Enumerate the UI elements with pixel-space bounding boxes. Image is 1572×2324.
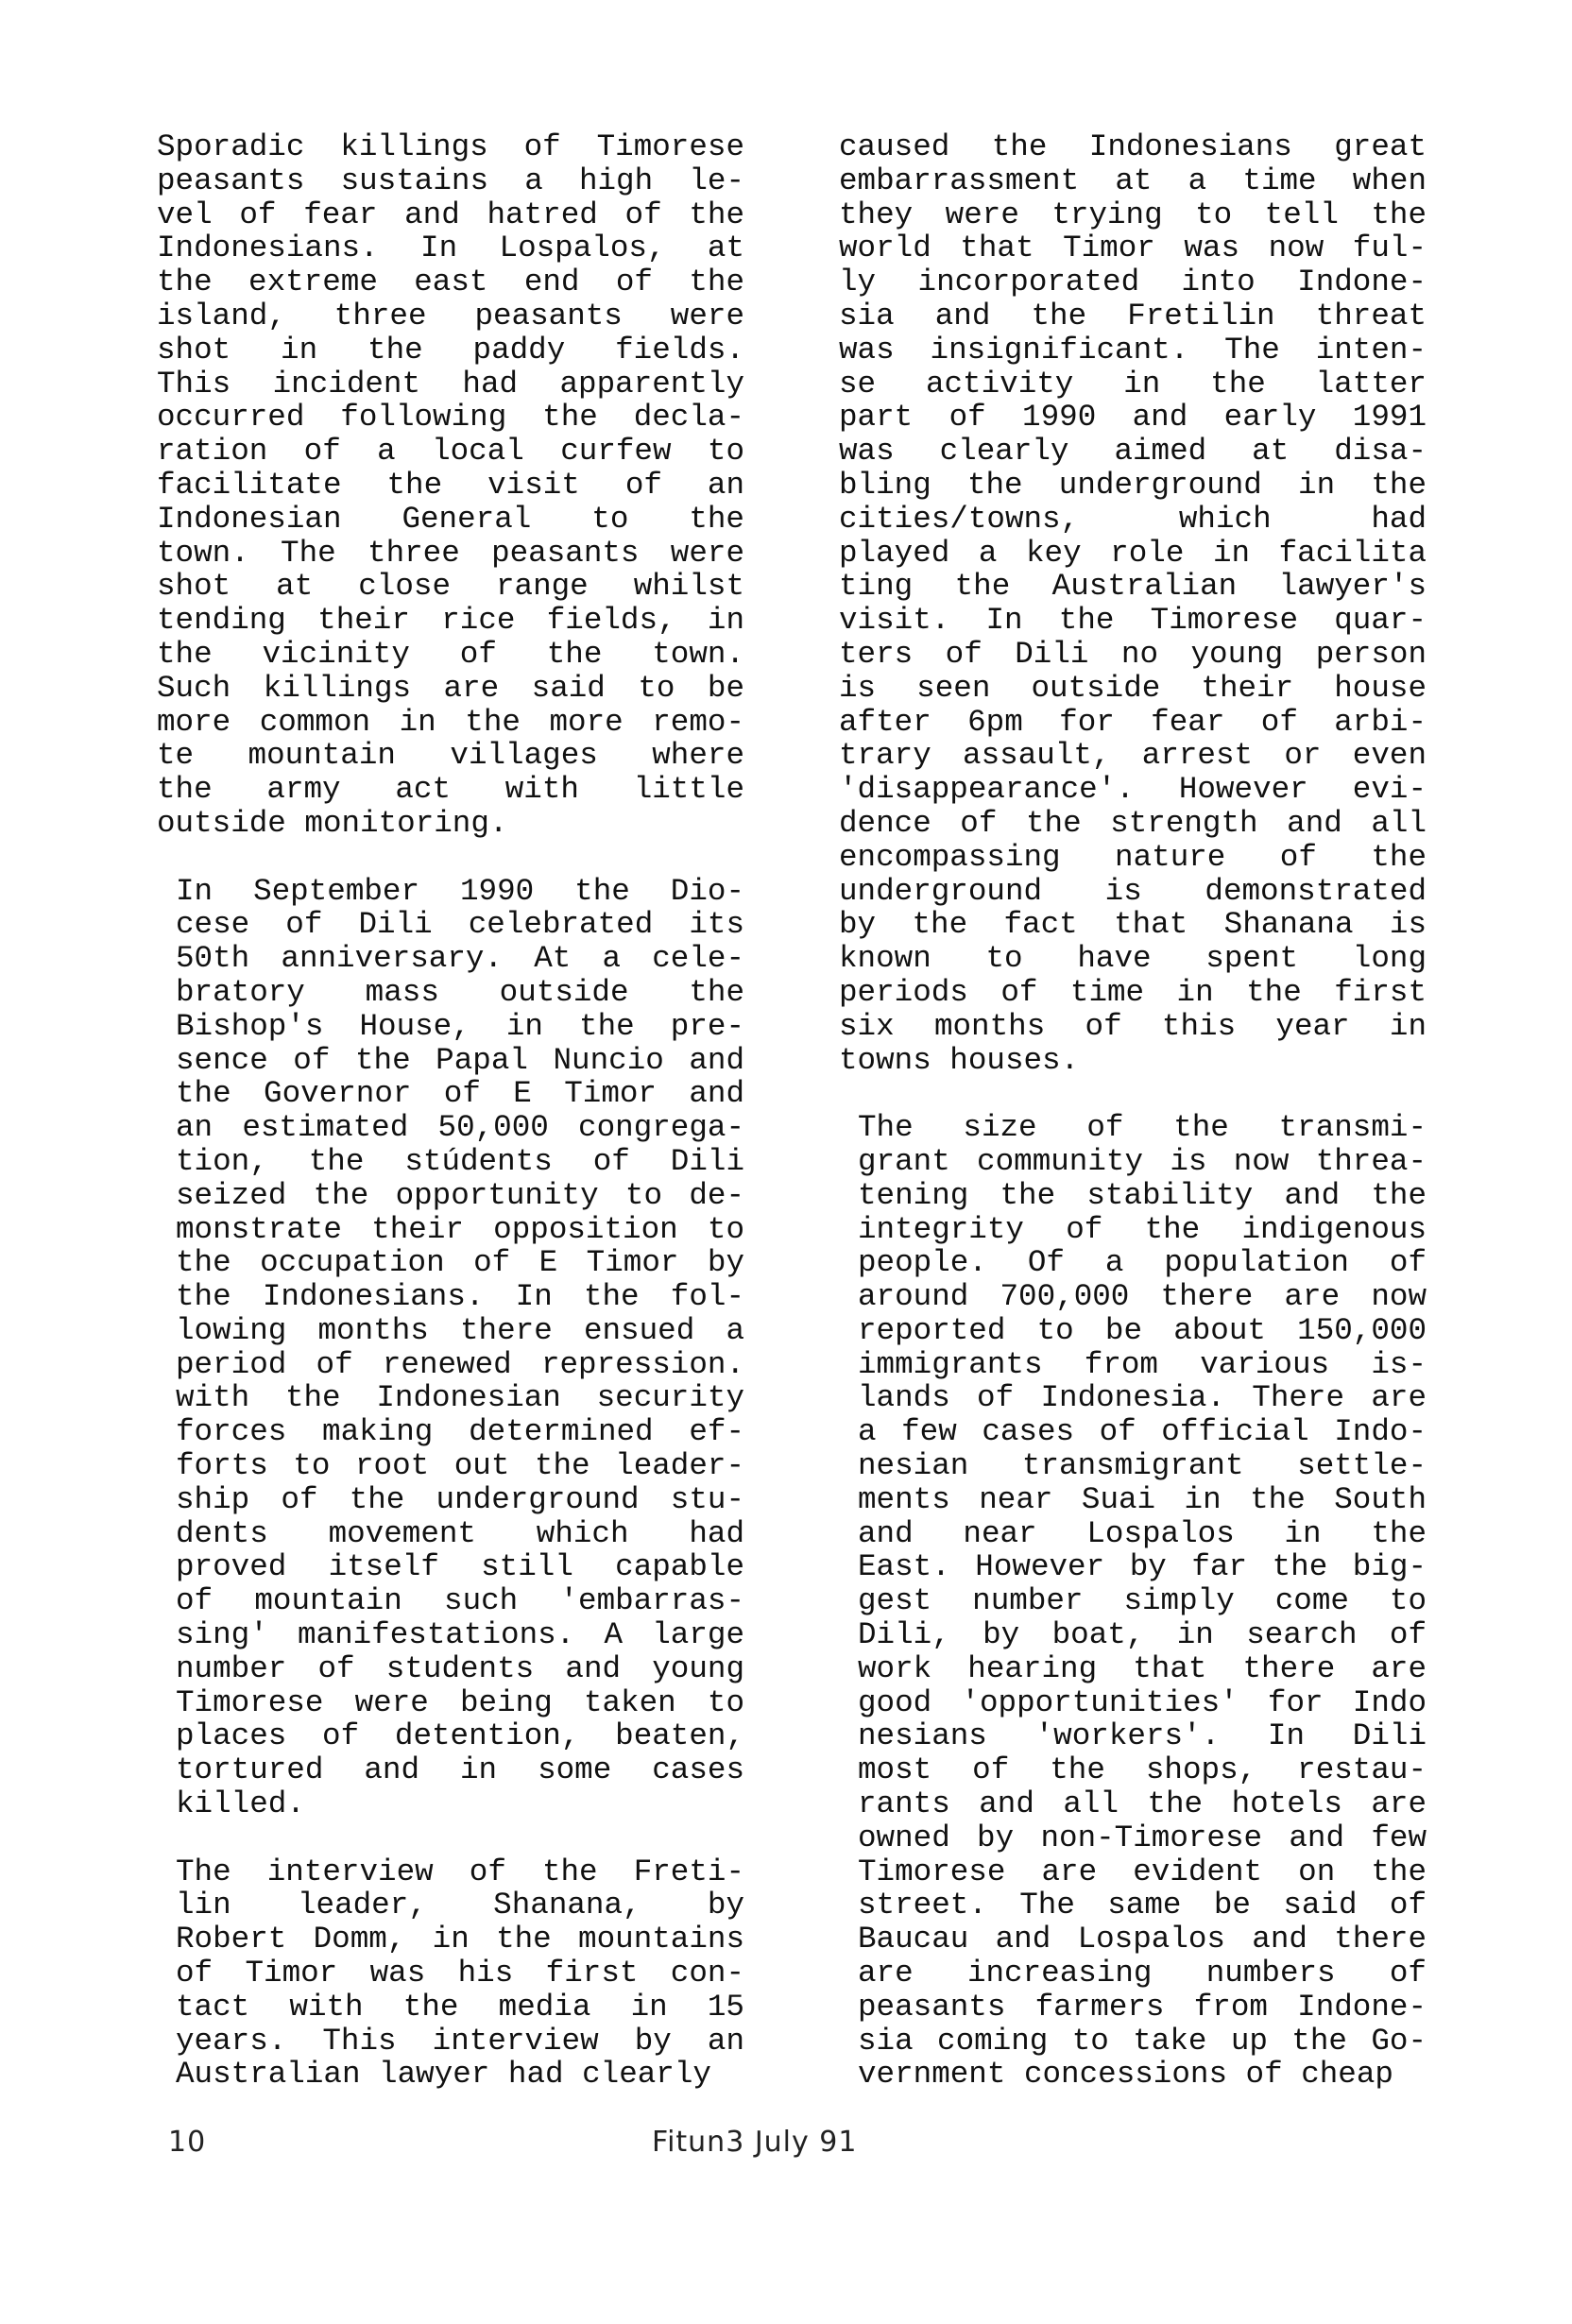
text-line: towns houses.: [839, 1042, 1080, 1078]
text-line: shot at close range whilst: [157, 569, 744, 605]
text-line: caused the Indonesians great: [839, 129, 1427, 164]
right-column: [839, 130, 1427, 2126]
text-line: after 6pm for fear of arbi-: [839, 704, 1427, 740]
text-line: number of students and young: [176, 1650, 744, 1686]
publication-footer: Fitun3 July 91: [652, 2126, 858, 2159]
text-line: a few cases of official Indo-: [858, 1414, 1427, 1450]
text-line: The size of the transmi-: [858, 1110, 1427, 1146]
text-line: was clearly aimed at disa-: [839, 434, 1427, 470]
text-line: sia coming to take up the Go-: [858, 2023, 1427, 2059]
text-line: tending their rice fields, in: [157, 603, 744, 639]
text-line: 50th anniversary. At a cele-: [176, 941, 744, 977]
text-line: part of 1990 and early 1991: [839, 400, 1427, 436]
text-line: by the fact that Shanana is: [839, 907, 1427, 943]
text-line: grant community is now threa-: [858, 1143, 1427, 1179]
text-line: years. This interview by an: [176, 2023, 744, 2059]
text-line: island, three peasants were: [157, 298, 744, 333]
text-line: they were trying to tell the: [839, 197, 1427, 232]
text-line: ration of a local curfew to: [157, 434, 744, 470]
text-line: rants and all the hotels are: [858, 1786, 1427, 1822]
text-line: tening the stability and the: [858, 1177, 1427, 1213]
text-line: embarrassment at a time when: [839, 162, 1427, 198]
text-line: lin leader, Shanana, by: [176, 1888, 744, 1923]
text-line: Australian lawyer had clearly: [176, 2057, 711, 2093]
text-line: bratory mass outside the: [176, 974, 744, 1010]
text-line: bling the underground in the: [839, 467, 1427, 503]
text-line: In September 1990 the Dio-: [176, 873, 744, 909]
text-line: Indonesian General to the: [157, 501, 744, 537]
text-line: dents movement which had: [176, 1515, 744, 1551]
text-line: te mountain villages where: [157, 738, 744, 774]
text-line: The interview of the Freti-: [176, 1854, 744, 1889]
text-line: the occupation of E Timor by: [176, 1245, 744, 1281]
text-line: people. Of a population of: [858, 1245, 1427, 1281]
text-line: was insignificant. The inten-: [839, 332, 1427, 367]
text-line: vernment concessions of cheap: [858, 2057, 1393, 2093]
text-line: Such killings are said to be: [157, 670, 744, 706]
text-line: the vicinity of the town.: [157, 636, 744, 672]
text-line: tion, the stúdents of Dili: [176, 1143, 744, 1179]
text-line: cities/towns, which had: [839, 501, 1427, 537]
text-line: Dili, by boat, in search of: [858, 1617, 1427, 1653]
text-line: lowing months there ensued a: [176, 1312, 744, 1348]
left-column: [157, 130, 744, 2126]
text-line: most of the shops, restau-: [858, 1752, 1427, 1788]
text-line: Timorese were being taken to: [176, 1684, 744, 1720]
text-line: dence of the strength and all: [839, 805, 1427, 841]
text-line: tact with the media in 15: [176, 1989, 744, 2025]
text-line: Baucau and Lospalos and there: [858, 1922, 1427, 1957]
text-line: trary assault, arrest or even: [839, 738, 1427, 774]
text-line: This incident had apparently: [157, 366, 744, 402]
text-line: known to have spent long: [839, 941, 1427, 977]
text-line: sing' manifestations. A large: [176, 1617, 744, 1653]
text-line: sia and the Fretilin threat: [839, 298, 1427, 333]
text-line: 'disappearance'. However evi-: [839, 772, 1427, 808]
text-line: encompassing nature of the: [839, 839, 1427, 875]
text-line: visit. In the Timorese quar-: [839, 603, 1427, 639]
text-line: ting the Australian lawyer's: [839, 569, 1427, 605]
text-line: vel of fear and hatred of the: [157, 197, 744, 232]
text-line: underground is demonstrated: [839, 873, 1427, 909]
text-line: period of renewed repression.: [176, 1346, 744, 1382]
text-line: lands of Indonesia. There are: [858, 1380, 1427, 1416]
text-line: played a key role in facilita: [839, 535, 1427, 571]
text-line: occurred following the decla-: [157, 400, 744, 436]
text-line: Robert Domm, in the mountains: [176, 1922, 744, 1957]
text-line: East. However by far the big-: [858, 1549, 1427, 1585]
text-line: places of detention, beaten,: [176, 1718, 744, 1754]
text-line: se activity in the latter: [839, 366, 1427, 402]
text-line: sence of the Papal Nuncio and: [176, 1042, 744, 1078]
text-line: monstrate their opposition to: [176, 1211, 744, 1247]
text-line: around 700,000 there are now: [858, 1279, 1427, 1315]
text-line: the extreme east end of the: [157, 265, 744, 300]
text-line: the army act with little: [157, 772, 744, 808]
text-line: Sporadic killings of Timorese: [157, 129, 744, 164]
text-line: the Indonesians. In the fol-: [176, 1279, 744, 1315]
text-line: killed.: [176, 1786, 305, 1822]
text-line: proved itself still capable: [176, 1549, 744, 1585]
paragraph: [157, 875, 744, 1821]
text-line: and near Lospalos in the: [858, 1515, 1427, 1551]
text-line: periods of time in the first: [839, 974, 1427, 1010]
text-line: of mountain such 'embarras-: [176, 1583, 744, 1619]
text-line: ship of the underground stu-: [176, 1481, 744, 1517]
text-line: facilitate the visit of an: [157, 467, 744, 503]
text-line: forces making determined ef-: [176, 1414, 744, 1450]
text-line: outside monitoring.: [157, 805, 508, 841]
text-line: peasants sustains a high le-: [157, 162, 744, 198]
paragraph: [839, 130, 1427, 1077]
text-line: with the Indonesian security: [176, 1380, 744, 1416]
text-line: integrity of the indigenous: [858, 1211, 1427, 1247]
text-line: shot in the paddy fields.: [157, 332, 744, 367]
text-line: Indonesians. In Lospalos, at: [157, 231, 744, 266]
text-line: forts to root out the leader-: [176, 1448, 744, 1484]
text-line: street. The same be said of: [858, 1888, 1427, 1923]
text-line: more common in the more remo-: [157, 704, 744, 740]
text-line: the Governor of E Timor and: [176, 1076, 744, 1112]
text-line: world that Timor was now ful-: [839, 231, 1427, 266]
text-line: peasants farmers from Indone-: [858, 1989, 1427, 2025]
text-line: work hearing that there are: [858, 1650, 1427, 1686]
text-line: seized the opportunity to de-: [176, 1177, 744, 1213]
text-line: ments near Suai in the South: [858, 1481, 1427, 1517]
text-line: are increasing numbers of: [858, 1956, 1427, 1991]
text-line: ly incorporated into Indone-: [839, 265, 1427, 300]
text-line: good 'opportunities' for Indo: [858, 1684, 1427, 1720]
text-line: ters of Dili no young person: [839, 636, 1427, 672]
text-line: gest number simply come to: [858, 1583, 1427, 1619]
text-line: Timorese are evident on the: [858, 1854, 1427, 1889]
text-line: reported to be about 150,000: [858, 1312, 1427, 1348]
text-line: six months of this year in: [839, 1008, 1427, 1044]
text-line: cese of Dili celebrated its: [176, 907, 744, 943]
text-line: of Timor was his first con-: [176, 1956, 744, 1991]
paragraph: [157, 130, 744, 841]
paragraph: [839, 1111, 1427, 2092]
text-line: immigrants from various is-: [858, 1346, 1427, 1382]
text-line: nesians 'workers'. In Dili: [858, 1718, 1427, 1754]
page-number: 10: [168, 2126, 207, 2159]
text-line: town. The three peasants were: [157, 535, 744, 571]
text-line: tortured and in some cases: [176, 1752, 744, 1788]
text-line: Bishop's House, in the pre-: [176, 1008, 744, 1044]
text-line: nesian transmigrant settle-: [858, 1448, 1427, 1484]
text-line: an estimated 50,000 congrega-: [176, 1110, 744, 1146]
paragraph: [157, 1855, 744, 2093]
text-line: owned by non-Timorese and few: [858, 1820, 1427, 1855]
text-line: is seen outside their house: [839, 670, 1427, 706]
